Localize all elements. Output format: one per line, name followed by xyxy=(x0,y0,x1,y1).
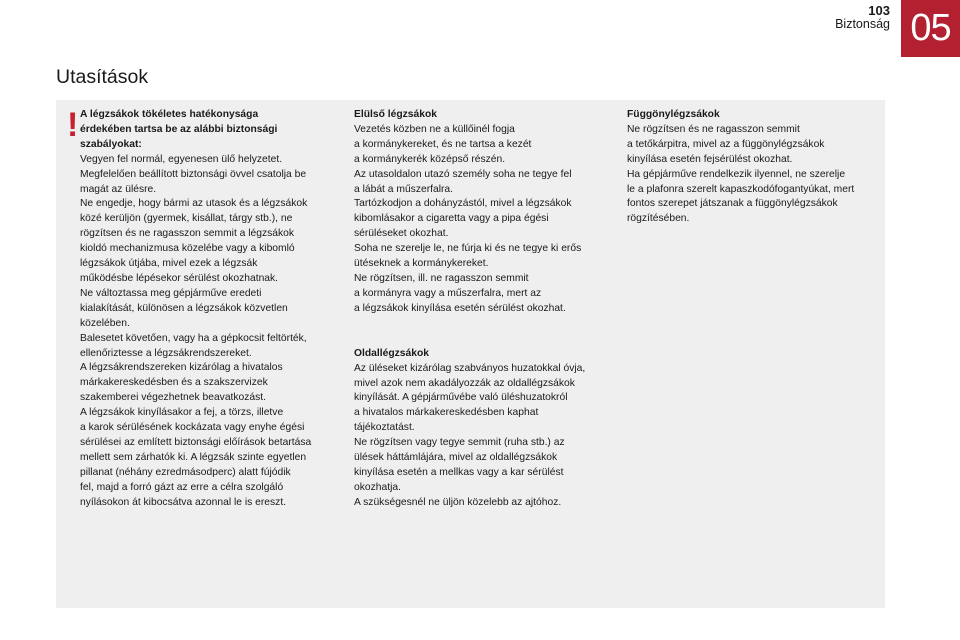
text-line: márkakereskedésben és a szakszervizek xyxy=(80,377,268,389)
text-line: rögzítésében. xyxy=(627,213,690,225)
side-airbags-text xyxy=(354,362,609,511)
curtain-airbags-title: Függönylégzsákok xyxy=(627,109,720,120)
text-line: közelében. xyxy=(80,317,130,329)
text-line: rögzítsen és ne ragasszon semmit a légzsákok xyxy=(80,228,295,240)
warning-text xyxy=(80,153,342,511)
text-line: Vezetés közben ne a küllőinél fogja xyxy=(354,123,515,135)
text-line: Ne engedje, hogy bármi az utasok és a légzsákok xyxy=(80,198,308,210)
text-line: működésbe lépésekor sérülést okozhatnak. xyxy=(80,272,279,284)
text-line: sérüléseket okozhat. xyxy=(354,228,449,240)
text-line: A légzsákok tökéletes hatékonysága xyxy=(80,109,259,120)
curtain-airbags-text xyxy=(627,123,879,227)
side-airbags-block xyxy=(354,347,609,511)
text-line: fontos szerepet játszanak a függönylégzsákok xyxy=(627,198,838,210)
text-line: kinyílását. A gépjárművébe való üléshuzatokról xyxy=(354,392,568,404)
warning-title xyxy=(80,108,342,153)
text-line: érdekében tartsa be az alábbi biztonsági xyxy=(80,123,278,135)
text-line: a karok sérülésének kockázata vagy enyhe égési xyxy=(80,422,305,434)
text-line: A légzsákrendszereken kizárólag a hivatalos xyxy=(80,362,283,374)
text-line: a kormánykerék középső részén. xyxy=(354,153,506,165)
text-line: Ha gépjárműve rendelkezik ilyennel, ne szerelje xyxy=(627,168,846,180)
text-line: okozhatja. xyxy=(354,481,401,493)
text-line: mivel azok nem akadályozzák az oldallégzsákok xyxy=(354,377,575,389)
warning-column xyxy=(80,108,342,510)
airbags-column xyxy=(354,108,609,511)
text-line: fel, majd a forró gázt az erre a célra szolgáló xyxy=(80,481,284,493)
text-line: kioldó mechanizmusa közelébe vagy a kibomló xyxy=(80,243,295,255)
text-line: a kormányra vagy a műszerfalra, mert az xyxy=(354,287,542,299)
text-line: kialakítását, különösen a légzsákok közvetlen xyxy=(80,302,288,314)
text-line: kibomlásakor a cigaretta vagy a pipa égési xyxy=(354,213,549,225)
page-number: 103 xyxy=(868,3,890,18)
text-line: Ne rögzítsen, ill. ne ragasszon semmit xyxy=(354,272,529,284)
text-line: ülések háttámlájára, mivel az oldallégzsákok xyxy=(354,452,558,464)
content-box xyxy=(56,100,885,608)
text-line: közé kerüljön (gyermek, kisállat, tárgy stb.), ne xyxy=(80,213,293,225)
text-line: ellenőriztesse a légzsákrendszereket. xyxy=(80,347,252,359)
text-line: magát az ülésre. xyxy=(80,183,157,195)
text-line: légzsákok útjába, mivel ezek a légzsák xyxy=(80,258,258,270)
front-airbags-text xyxy=(354,123,609,317)
text-line: Ne változtassa meg gépjárműve eredeti xyxy=(80,287,262,299)
text-line: Tartózkodjon a dohányzástól, mivel a légzsákok xyxy=(354,198,572,210)
section-name: Biztonság xyxy=(835,17,890,31)
text-line: Soha ne szerelje le, ne fúrja ki és ne tegye ki erős xyxy=(354,243,582,255)
text-line: a kormánykereket, és ne tartsa a kezét xyxy=(354,138,532,150)
text-line: Vegyen fel normál, egyenesen ülő helyzetet. xyxy=(80,153,283,165)
curtain-airbags-block xyxy=(627,108,879,227)
text-line: Balesetet követően, vagy ha a gépkocsit feltörték, xyxy=(80,332,307,344)
text-line: a légzsákok kinyílása esetén sérülést okozhat. xyxy=(354,302,566,314)
page-title: Utasítások xyxy=(56,66,149,88)
text-line: Ne rögzítsen vagy tegye semmit (ruha stb.) az xyxy=(354,437,565,449)
text-line: le a plafonra szerelt kapaszkodófogantyúkat, mert xyxy=(627,183,855,195)
text-line: Ne rögzítsen és ne ragasszon semmit xyxy=(627,123,800,135)
text-line: mellett sem zárhatók ki. A légzsák szinte egyetlen xyxy=(80,451,307,463)
text-line: ütéseknek a kormánykereket. xyxy=(354,258,489,270)
text-line: a tetőkárpitra, mivel az a függönylégzsákok xyxy=(627,138,825,150)
text-line: szakemberei végezhetnek beavatkozást. xyxy=(80,392,267,404)
text-line: a hivatalos márkakereskedésben kaphat xyxy=(354,407,539,419)
text-line: szabályokat: xyxy=(80,138,142,150)
text-line: a lábát a műszerfalra. xyxy=(354,183,454,195)
text-line: pillanat (néhány ezredmásodperc) alatt fújódik xyxy=(80,466,291,478)
text-line: tájékoztatást. xyxy=(354,422,415,434)
text-line: Megfelelően beállított biztonsági övvel csatolja be xyxy=(80,168,307,180)
text-line: A szükségesnél ne üljön közelebb az ajtóhoz. xyxy=(354,496,562,508)
text-line: Az utasoldalon utazó személy soha ne tegye fel xyxy=(354,168,572,180)
text-line: sérülései az említett biztonsági előírások betartása xyxy=(80,436,312,448)
text-line: Az üléseket kizárólag szabványos huzatokkal óvja, xyxy=(354,362,586,374)
text-line: nyílásokon át kibocsátva azonnal le is ereszt. xyxy=(80,496,287,508)
chapter-tab: 05 xyxy=(901,0,960,57)
text-line: A légzsákok kinyílásakor a fej, a törzs, illetve xyxy=(80,407,284,419)
curtain-airbags-column xyxy=(627,108,879,227)
text-line: kinyílása esetén a mellkas vagy a kar sérülést xyxy=(354,466,564,478)
front-airbags-block xyxy=(354,108,609,317)
side-airbags-title: Oldallégzsákok xyxy=(354,347,429,359)
front-airbags-title: Elülső légzsákok xyxy=(354,109,437,120)
exclamation-icon: ! xyxy=(67,106,79,144)
text-line: kinyílása esetén fejsérülést okozhat. xyxy=(627,153,793,165)
warning-block xyxy=(80,108,342,510)
